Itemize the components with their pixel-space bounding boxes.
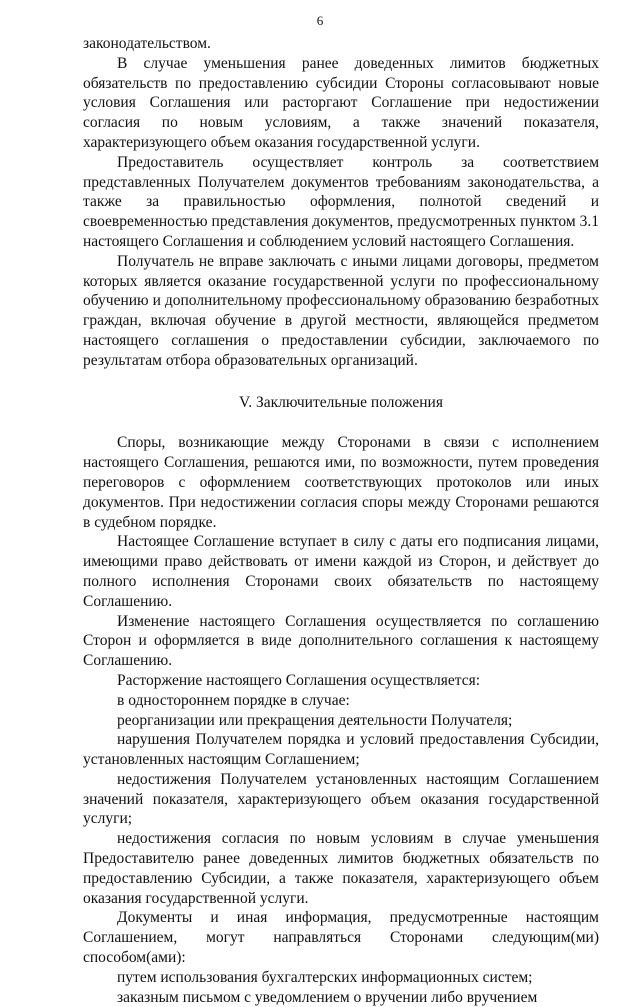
list-item-accounting-systems: путем использования бухгалтерских информационных систем; <box>117 968 533 986</box>
list-item-reorganization: реорганизации или прекращения деятельности Получателя; <box>117 711 513 729</box>
paragraph-termination: Расторжение настоящего Соглашения осуществляется: <box>117 671 481 689</box>
paragraph-continuation: законодательством. <box>83 35 211 52</box>
list-item-indicator-failure: недостижения Получателем установленных настоящим Соглашением значений показателя, характеризующего объем оказания государственной услуги; <box>83 770 599 828</box>
paragraph-recipient-restriction: Получатель не вправе заключать с иными лицами договоры, предметом которых является оказание государственной услуги по профессиональному обучению и дополнительному профессиональному образованию безработных граждан, включая обучение в другой местности, являющейся предметом настоящего соглашения о предоставлении субсидии, заключаемого по результатам отбора образовательных организаций. <box>83 252 599 369</box>
section-heading: V. Заключительные положения <box>239 393 443 411</box>
list-item-registered-mail: заказным письмом с уведомлением о вручении либо вручением <box>117 988 538 1006</box>
list-item-violation: нарушения Получателем порядка и условий предоставления Субсидии, установленных настоящим Соглашением; <box>83 731 599 769</box>
page-number: 6 <box>316 13 324 28</box>
paragraph-amendment: Изменение настоящего Соглашения осуществляется по соглашению Сторон и оформляется в виде дополнительного соглашения к настоящему Соглашению. <box>83 612 599 670</box>
document-body <box>83 34 599 1007</box>
list-item-no-agreement: недостижения согласия по новым условиям в случае уменьшения Предоставителю ранее доведенных лимитов бюджетных обязательств по предоставлению Субсидии, а также показателя, характеризующего объем оказания государственной услуги. <box>83 830 599 907</box>
paragraph-unilateral: в одностороннем порядке в случае: <box>117 691 350 709</box>
paragraph-control: Предоставитель осуществляет контроль за соответствием представленных Получателем документов требованиям законодательства, а также за правильностью оформления, полнотой сведений и своевременностью представления документов, предусмотренных пунктом 3.1 настоящего Соглашения и соблюдением условий настоящего Соглашения. <box>83 153 599 250</box>
paragraph-entry-into-force: Настоящее Соглашение вступает в силу с даты его подписания лицами, имеющими право действовать от имени каждой из Сторон, и действует до полного исполнения Сторонами своих обязательств по настоящему Соглашению. <box>83 533 599 610</box>
paragraph-budget-limits: В случае уменьшения ранее доведенных лимитов бюджетных обязательств по предоставлению субсидии Стороны согласовывают новые условия Соглашения или расторгают Соглашение при недостижении согласия по новым условиям, а также значений показателя, характеризующего объем оказания государственной услуги. <box>83 54 599 151</box>
paragraph-disputes: Споры, возникающие между Сторонами в связи с исполнением настоящего Соглашения, решаются ими, по возможности, путем проведения переговоров с оформлением соответствующих протоколов или иных документов. При недостижении согласия споры между Сторонами решаются в судебном порядке. <box>83 434 599 531</box>
paragraph-documents: Документы и иная информация, предусмотренные настоящим Соглашением, могут направляться Сторонами следующим(ми) способом(ами): <box>83 909 599 967</box>
